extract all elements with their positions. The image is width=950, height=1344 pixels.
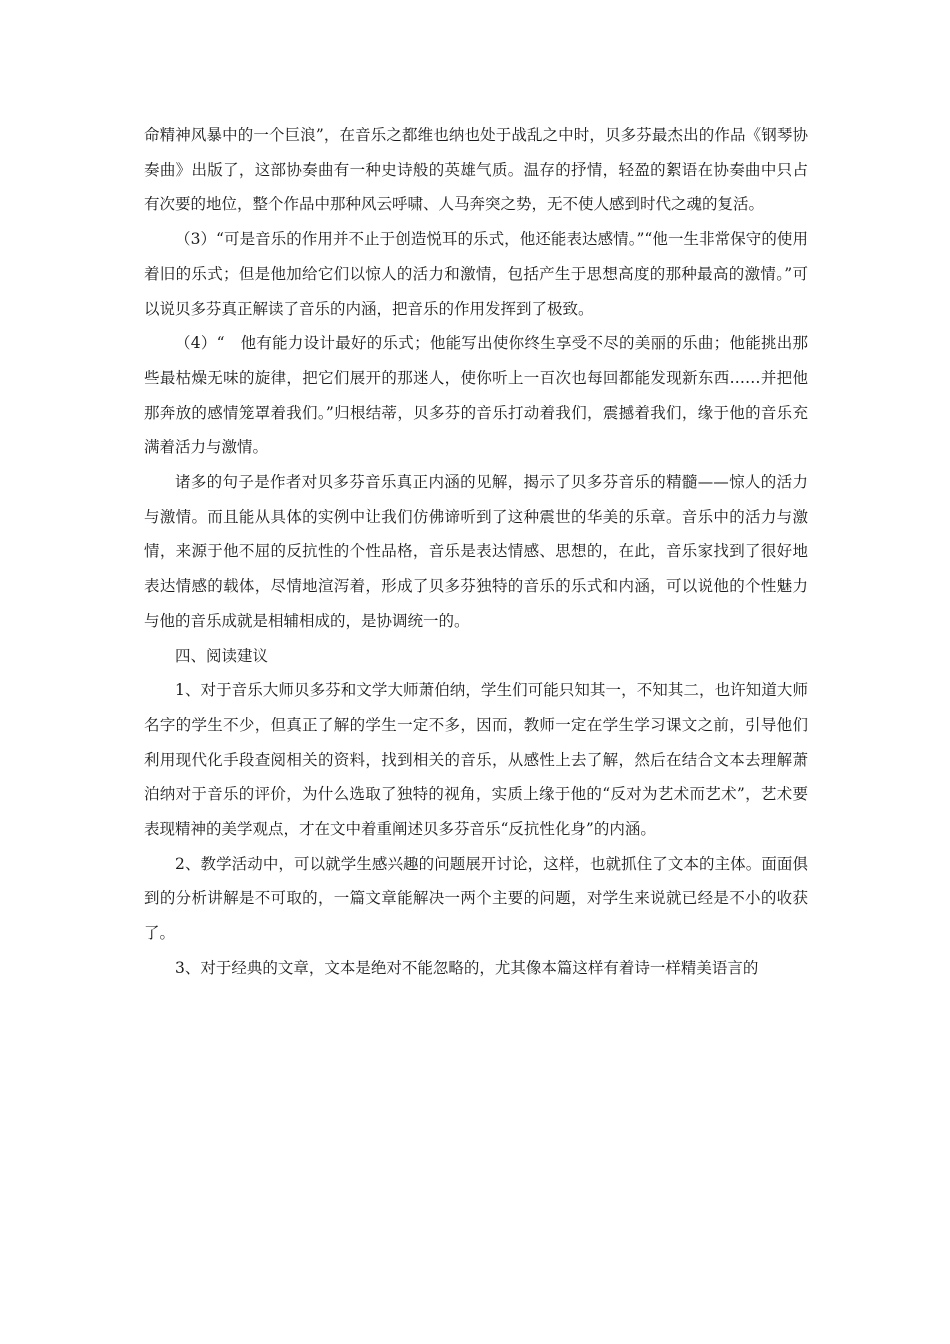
paragraph-continuation: 命精神风暴中的一个巨浪”，在音乐之都维也纳也处于战乱之中时，贝多芬最杰出的作品《钢琴协奏曲》出版了，这部协奏曲有一种史诗般的英雄气质。温存的抒情，轻盈的絮语在协奏曲中只占有次要的地位，整个作品中那种风云呼啸、人马奔突之势，无不使人感到时代之魂的复活。	[144, 126, 808, 214]
paragraph-suggestion-3: 3、对于经典的文章，文本是绝对不能忽略的，尤其像本篇这样有着诗一样精美语言的	[175, 958, 759, 977]
document-body	[144, 118, 808, 986]
paragraph-suggestion-1: 1、对于音乐大师贝多芬和文学大师萧伯纳，学生们可能只知其一，不知其二，也许知道大师名字的学生不少，但真正了解的学生一定不多，因而，教师一定在学生学习课文之前，引导他们利用现代化手段查阅相关的资料，找到相关的音乐，从感性上去了解，然后在结合文本去理解萧泊纳对于音乐的评价，为什么选取了独特的视角，实质上缘于他的“反对为艺术而艺术”，艺术要表现精神的美学观点，才在文中着重阐述贝多芬音乐“反抗性化身”的内涵。	[144, 681, 808, 839]
paragraph-quote-4: （4）“ 他有能力设计最好的乐式；他能写出使你终生享受不尽的美丽的乐曲；他能挑出那些最枯燥无味的旋律，把它们展开的那迷人，使你听上一百次也每回都能发现新东西……并把他那奔放的感情笼罩着我们。”归根结蒂，贝多芬的音乐打动着我们，震撼着我们，缘于他的音乐充满着活力与激情。	[144, 334, 808, 457]
paragraph-suggestion-2: 2、教学活动中，可以就学生感兴趣的问题展开讨论，这样，也就抓住了文本的主体。面面俱到的分析讲解是不可取的，一篇文章能解决一两个主要的问题，对学生来说就已经是不小的收获了。	[144, 854, 808, 943]
section-heading-reading-suggestions: 四、阅读建议	[175, 646, 269, 665]
paragraph-quote-3: （3）“可是音乐的作用并不止于创造悦耳的乐式，他还能表达感情。”“他一生非常保守的使用着旧的乐式；但是他加给它们以惊人的活力和激情，包括产生于思想高度的那种最高的激情。”可以说贝多芬真正解读了音乐的内涵，把音乐的作用发挥到了极致。	[144, 230, 808, 318]
paragraph-analysis: 诸多的句子是作者对贝多芬音乐真正内涵的见解，揭示了贝多芬音乐的精髓——惊人的活力与激情。而且能从具体的实例中让我们仿佛谛听到了这种震世的华美的乐章。音乐中的活力与激情，来源于他不屈的反抗性的个性品格，音乐是表达情感、思想的，在此，音乐家找到了很好地表达情感的载体，尽情地渲泻着，形成了贝多芬独特的音乐的乐式和内涵，可以说他的个性魅力与他的音乐成就是相辅相成的，是协调统一的。	[144, 473, 808, 630]
